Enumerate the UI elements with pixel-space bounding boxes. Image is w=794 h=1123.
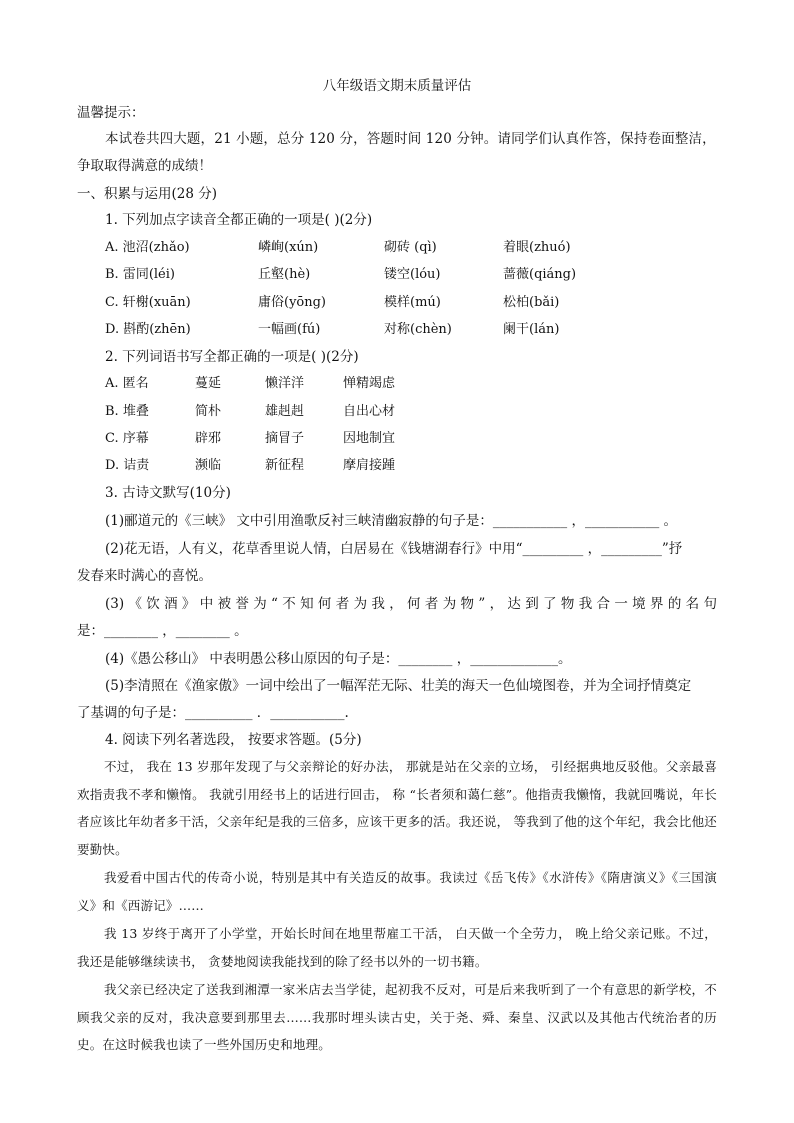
- question-3-item-3-cont: 是：________ ，________ 。: [77, 623, 248, 639]
- option-cell: C. 序幕: [105, 431, 149, 446]
- question-3-item-1: (1)郦道元的《三峡》 文中引用渔歌反衬三峡清幽寂静的句子是：___________ ，___________ 。: [105, 513, 677, 529]
- reading-passage: [77, 753, 717, 1059]
- option-cell: 模样(mú): [384, 295, 441, 310]
- option-cell: 蔓延: [195, 376, 222, 391]
- passage-paragraph-2: 我爱看中国古代的传奇小说，特别是其中有关造反的故事。我读过《岳飞传》《水浒传》《隋唐演义》《三国演义》和《西游记》……: [77, 870, 717, 913]
- option-cell: 阑干(lán): [503, 322, 560, 337]
- page-title: 八年级语文期末质量评估: [322, 78, 472, 94]
- question-3-item-5: (5)李清照在《渔家傲》一词中绘出了一幅浑茫无际、壮美的海天一色仙境图卷，并为全词抒情奠定: [105, 678, 692, 694]
- question-3-item-2-cont: 发春来时满心的喜悦。: [77, 568, 212, 584]
- option-cell: A. 匿名: [105, 376, 149, 391]
- option-cell: 一幅画(fú): [258, 322, 321, 337]
- option-cell: B. 雷同(léi): [105, 267, 175, 282]
- option-cell: 松柏(bǎi): [503, 295, 560, 310]
- question-3-item-2: (2)花无语，人有义，花草香里说人情，白居易在《钱塘湖春行》中用“_________ ，_________”抒: [105, 541, 683, 557]
- option-cell: A. 池沼(zhǎo): [105, 240, 190, 255]
- option-cell: 丘壑(hè): [258, 267, 311, 282]
- passage-paragraph-1: 不过， 我在 13 岁那年发现了与父亲辩论的好办法， 那就是站在父亲的立场， 引经据典地反驳他。父亲最喜欢指责我不孝和懒惰。 我就引用经书上的话进行回击， 称 “长者须和蔼仁慈”。他指责我懒惰，我就回嘴说，年长者应该比年幼者多干活，父亲年纪是我的三倍多，应该干更多的活。我还说， 等我到了他的这个年纪，我会比他还要勤快。: [77, 759, 717, 857]
- question-3-stem: 3. 古诗文默写(10分): [105, 485, 231, 501]
- question-2-stem: 2. 下列词语书写全都正确的一项是( )(2分): [105, 349, 359, 365]
- option-cell: 庸俗(yōng): [258, 295, 327, 310]
- section-heading-1: 一、积累与运用(28 分): [77, 186, 218, 202]
- question-3-item-3: (3)《饮酒》中被誉为“不知何者为我，何者为物”，达到了物我合一境界的名句: [105, 596, 717, 612]
- option-cell: 嶙峋(xún): [258, 240, 319, 255]
- option-cell: 对称(chèn): [384, 322, 452, 337]
- option-cell: 雄赳赳: [265, 404, 305, 419]
- option-cell: 因地制宜: [343, 431, 396, 446]
- option-cell: 摘冒子: [265, 431, 305, 446]
- option-cell: 镂空(lóu): [384, 267, 441, 282]
- question-1-stem: 1. 下列加点字读音全都正确的一项是( )(2分): [105, 212, 373, 228]
- option-cell: 自出心材: [343, 404, 396, 419]
- option-cell: 濒临: [195, 458, 222, 473]
- passage-paragraph-4: 我父亲已经决定了送我到湘潭一家米店去当学徒，起初我不反对，可是后来我听到了一个有意思的新学校，不顾我父亲的反对，我决意要到那里去……我那时埋头读古史，关于尧、舜、秦皇、汉武以及其他古代统治者的历史。在这时候我也读了一些外国历史和地理。: [77, 982, 717, 1052]
- option-cell: 惮精竭虑: [343, 376, 396, 391]
- question-3-item-4: (4)《愚公移山》 中表明愚公移山原因的句子是：________ ，_____________。: [105, 651, 572, 667]
- option-cell: D. 斟酌(zhēn): [105, 322, 191, 337]
- option-cell: B. 堆叠: [105, 404, 149, 419]
- question-4-stem: 4. 阅读下列名著选段， 按要求答题。(5分): [105, 732, 362, 748]
- option-cell: D. 诘责: [105, 458, 150, 473]
- option-cell: 辟邪: [195, 431, 222, 446]
- option-cell: 砌砖 (qì): [384, 240, 437, 255]
- option-cell: 新征程: [265, 458, 305, 473]
- tip-heading: 温馨提示：: [77, 105, 145, 121]
- option-cell: 懒洋洋: [265, 376, 305, 391]
- tip-text-line2: 争取取得满意的成绩！: [77, 158, 212, 174]
- tip-text-line1: 本试卷共四大题，21 小题，总分 120 分，答题时间 120 分钟。请同学们认真作答，保持卷面整洁，: [105, 131, 716, 147]
- option-cell: 摩肩接踵: [343, 458, 396, 473]
- option-cell: 蔷薇(qiáng): [503, 267, 577, 282]
- option-cell: 着眼(zhuó): [503, 240, 571, 255]
- question-3-item-5-cont: 了基调的句子是：__________ ．___________.: [77, 705, 349, 721]
- option-cell: 简朴: [195, 404, 222, 419]
- passage-paragraph-3: 我 13 岁终于离开了小学堂，开始长时间在地里帮雇工干活， 白天做一个全劳力， 晚上给父亲记账。不过，我还是能够继续读书， 贪婪地阅读我能找到的除了经书以外的一切书籍。: [77, 926, 717, 969]
- option-cell: C. 轩榭(xuān): [105, 295, 191, 310]
